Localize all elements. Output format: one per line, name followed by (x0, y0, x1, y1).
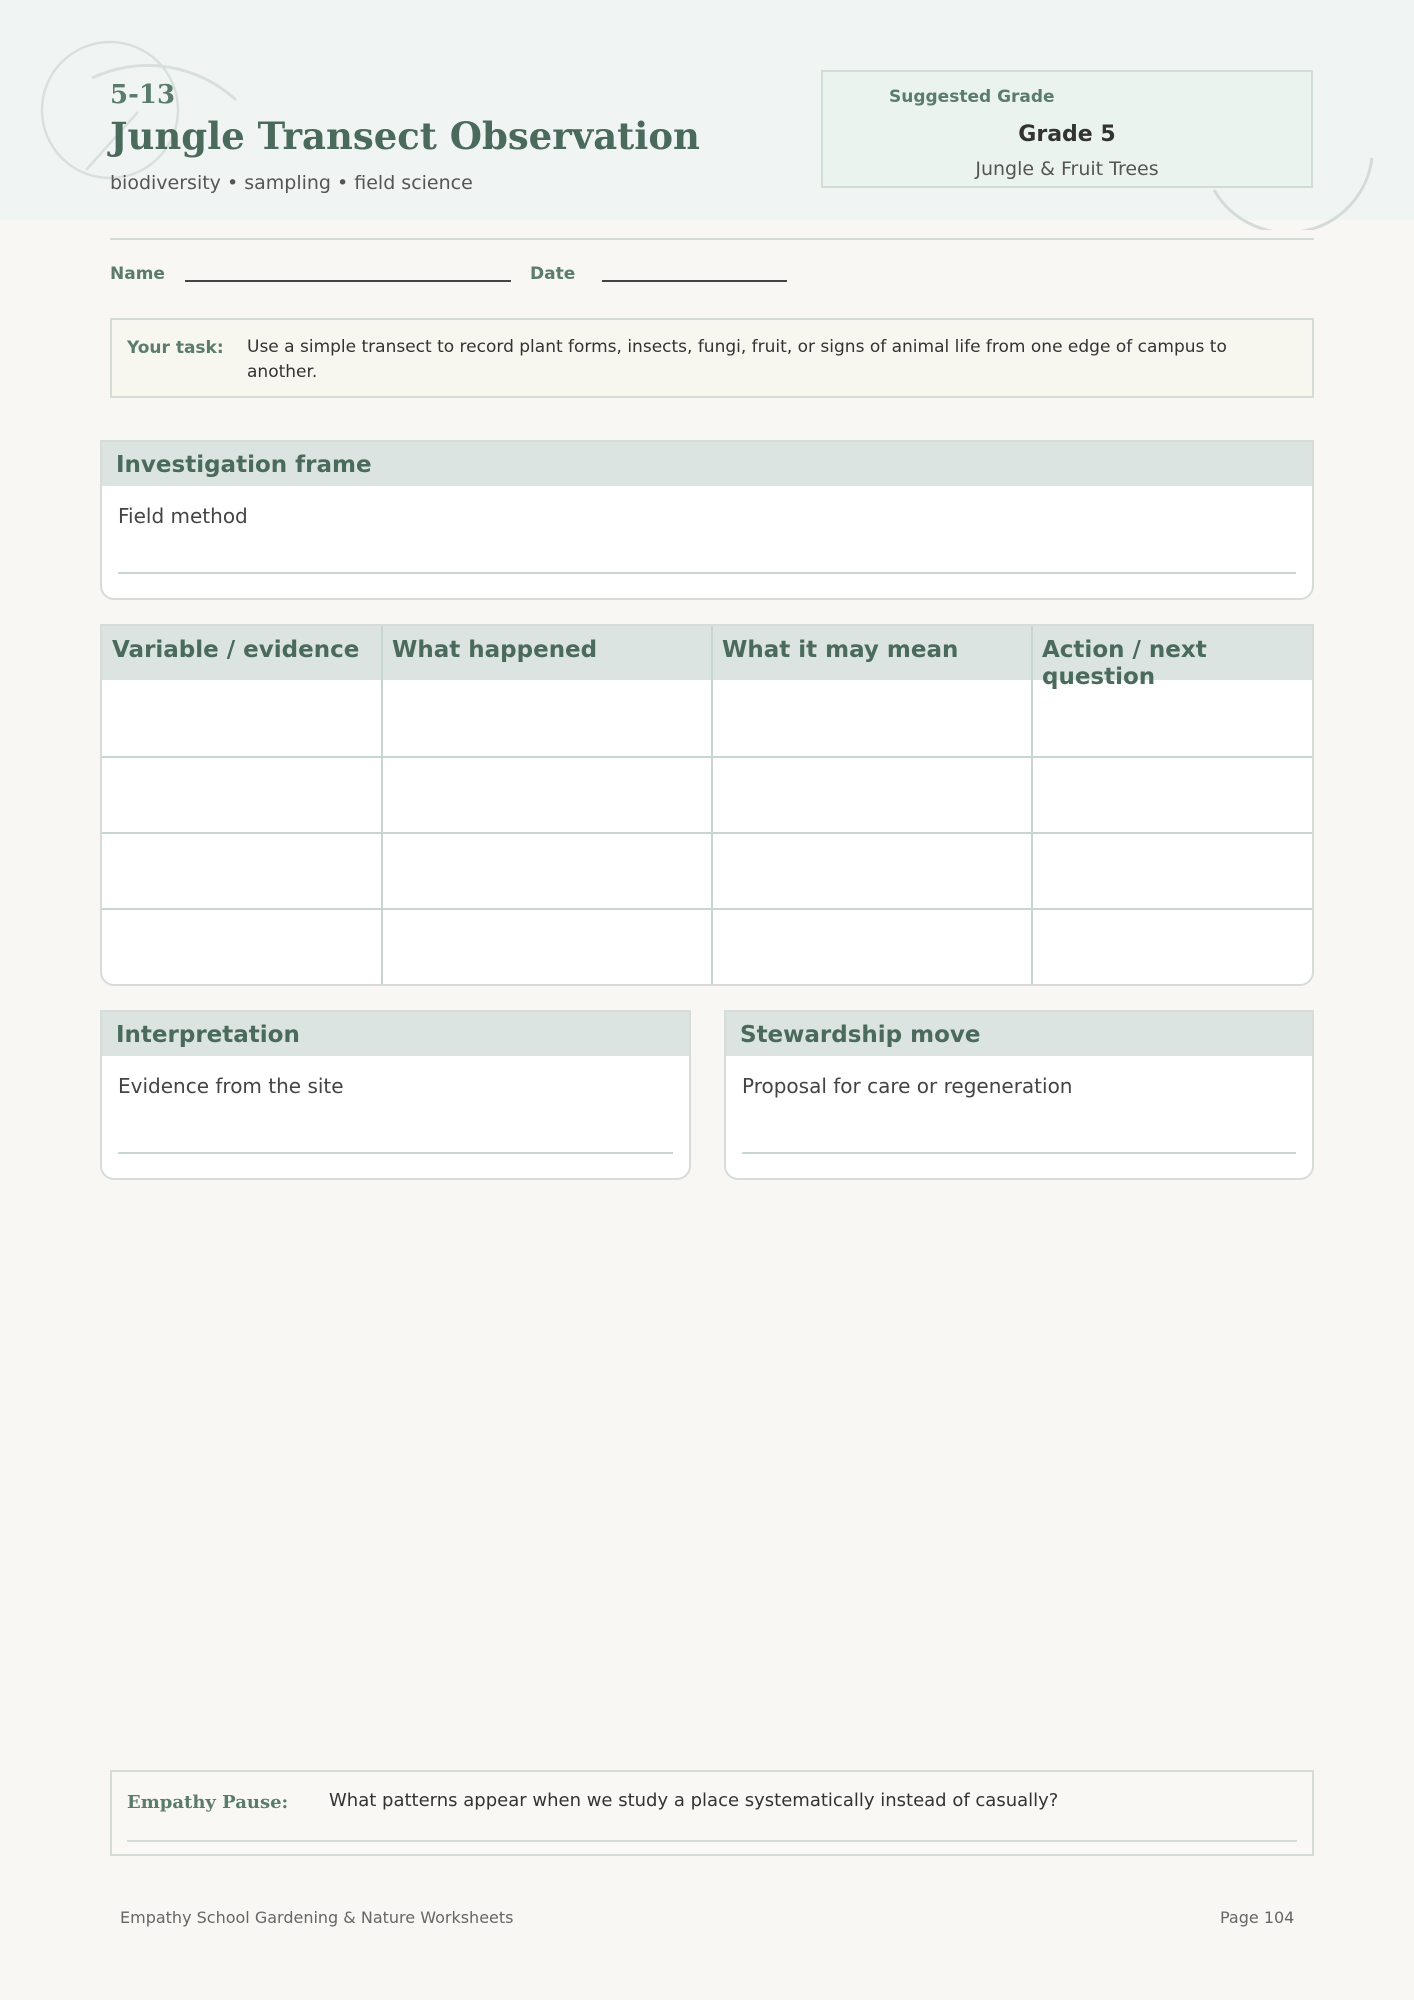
proposal-prompt: Proposal for care or regeneration (742, 1074, 1073, 1098)
column-divider (1031, 626, 1033, 984)
column-header: Action / next question (1042, 637, 1207, 690)
name-field[interactable] (185, 280, 511, 282)
evidence-prompt: Evidence from the site (118, 1074, 344, 1098)
row-divider (102, 908, 1312, 910)
field-method-prompt: Field method (118, 504, 248, 528)
task-text: Use a simple transect to record plant forms, insects, fungi, fruit, or signs of animal life from one edge of campus to another. (247, 337, 1227, 382)
panel-title: Investigation frame (116, 452, 372, 478)
column-header: Variable / evidence (112, 637, 360, 663)
empathy-pause-question: What patterns appear when we study a place systematically instead of casually? (329, 1790, 1059, 1811)
empathy-pause-label: Empathy Pause: (127, 1792, 289, 1813)
interpretation-panel (100, 1010, 691, 1180)
grade-theme: Jungle & Fruit Trees (975, 158, 1159, 180)
page-title: Jungle Transect Observation (110, 114, 700, 158)
row-divider (102, 756, 1312, 758)
date-field[interactable] (602, 280, 787, 282)
column-divider (711, 626, 713, 984)
date-label: Date (530, 264, 576, 284)
column-header: What happened (392, 637, 598, 663)
column-header: What it may mean (722, 637, 959, 663)
task-label: Your task: (127, 338, 224, 358)
name-label: Name (110, 264, 165, 284)
stewardship-panel (724, 1010, 1314, 1180)
footer-publication: Empathy School Gardening & Nature Worksheets (120, 1908, 514, 1927)
grade-value: Grade 5 (1018, 122, 1116, 147)
header-divider (110, 238, 1314, 240)
worksheet-code: 5-13 (110, 80, 176, 110)
evidence-answer-line[interactable] (118, 1152, 673, 1154)
panel-title: Interpretation (116, 1022, 300, 1048)
column-divider (381, 626, 383, 984)
task-box (110, 318, 1314, 398)
empathy-answer-line[interactable] (127, 1840, 1297, 1842)
field-method-answer-line[interactable] (118, 572, 1296, 574)
page-number: Page 104 (1220, 1908, 1295, 1927)
panel-title: Stewardship move (740, 1022, 981, 1048)
observation-table (100, 624, 1314, 986)
page-subtitle: biodiversity • sampling • field science (110, 172, 473, 194)
row-divider (102, 832, 1312, 834)
investigation-frame-panel (100, 440, 1314, 600)
empathy-pause-box (110, 1770, 1314, 1856)
grade-label: Suggested Grade (889, 87, 1055, 107)
proposal-answer-line[interactable] (742, 1152, 1296, 1154)
decorative-arc (1200, 150, 1380, 230)
